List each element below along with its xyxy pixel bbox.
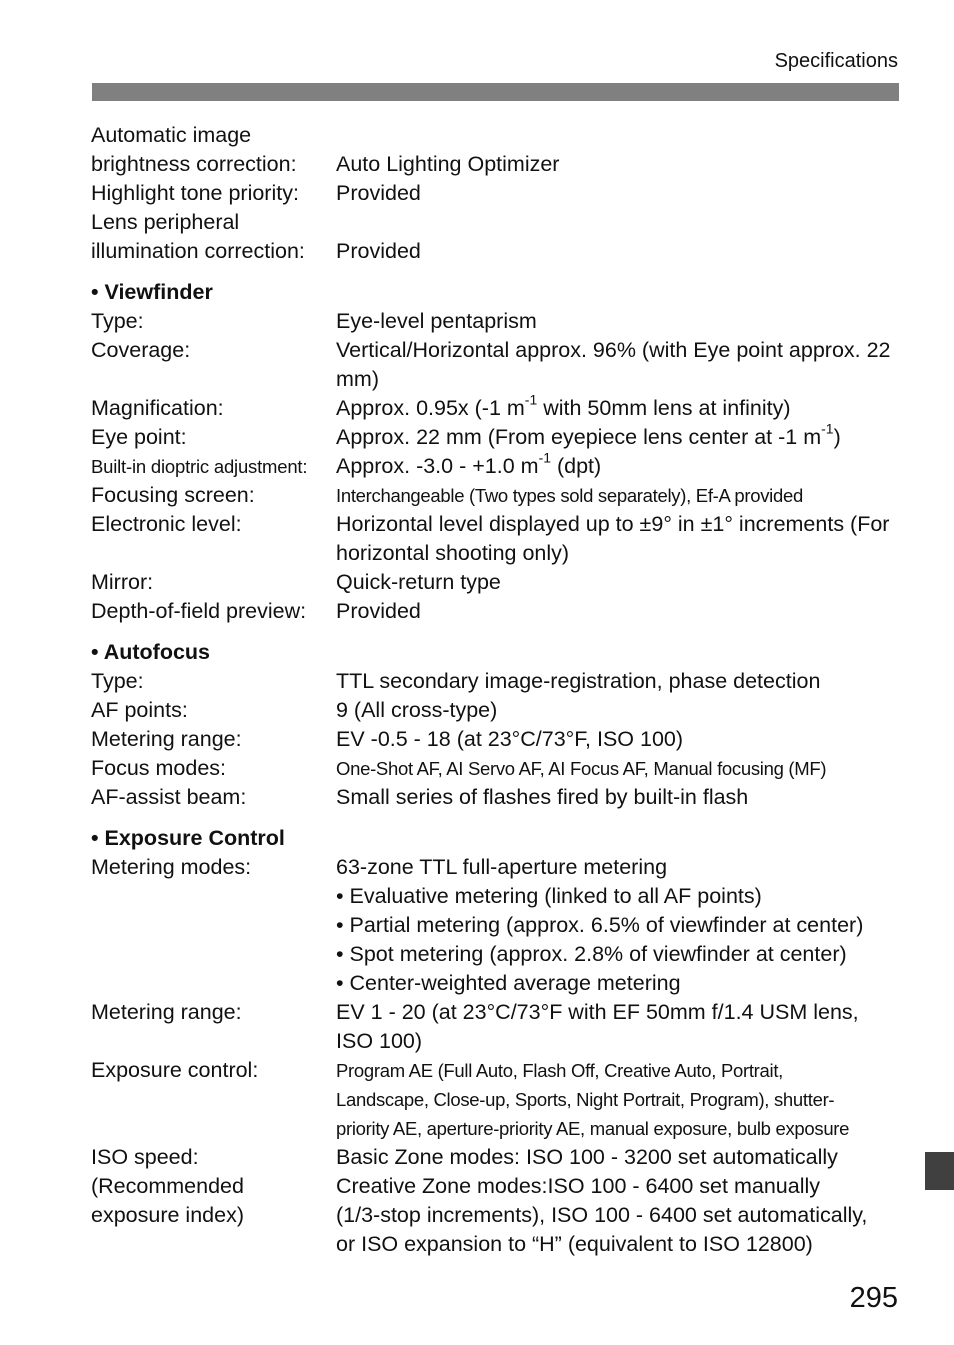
spec-value: One-Shot AF, AI Servo AF, AI Focus AF, Manual focusing (MF) <box>336 758 827 779</box>
spec-label-line: exposure index) <box>91 1203 244 1227</box>
spec-row-vf-level <box>91 510 901 568</box>
value-text: Approx. 0.95x (-1 m <box>336 396 525 420</box>
spec-value: Quick-return type <box>336 570 501 594</box>
spec-value-line: or ISO expansion to “H” (equivalent to ISO 12800) <box>336 1232 813 1256</box>
spec-label: Electronic level: <box>91 512 242 536</box>
spec-label: Depth-of-field preview: <box>91 599 307 623</box>
spec-value: Eye-level pentaprism <box>336 309 537 333</box>
spec-label <box>91 208 336 266</box>
spec-label-line: Lens peripheral <box>91 210 240 234</box>
spec-value-line: • Center-weighted average metering <box>336 971 681 995</box>
spec-list <box>91 121 901 1259</box>
running-header: Specifications <box>774 50 898 72</box>
spec-value <box>336 420 901 452</box>
spec-row-vf-diopter <box>91 449 901 481</box>
spec-value-line: Auto Lighting Optimizer <box>336 152 560 176</box>
spec-value: Horizontal level displayed up to ±9° in ±1° increments (For horizontal shooting only) <box>336 512 890 565</box>
spec-value: Interchangeable (Two types sold separately), Ef-A provided <box>336 485 803 506</box>
spec-value-line <box>336 121 901 150</box>
spec-label: Metering modes: <box>91 855 252 879</box>
spec-label-line: (Recommended <box>91 1174 244 1198</box>
spec-value-line: Provided <box>336 239 421 263</box>
spec-row-metering-modes <box>91 853 901 998</box>
value-text: with 50mm lens at infinity) <box>537 396 791 420</box>
superscript: -1 <box>538 449 551 466</box>
spec-value-line: Program AE (Full Auto, Flash Off, Creative Auto, Portrait, <box>336 1060 784 1081</box>
spec-label: Metering range: <box>91 727 242 751</box>
page-number: 295 <box>849 1282 898 1314</box>
spec-value <box>336 449 901 481</box>
spec-label: Metering range: <box>91 1000 242 1024</box>
value-text: Approx. -3.0 - +1.0 m <box>336 454 539 478</box>
spec-row-af-range <box>91 725 901 754</box>
spec-value: EV -0.5 - 18 (at 23°C/73°F, ISO 100) <box>336 727 684 751</box>
spec-row-auto-brightness <box>91 121 901 179</box>
spec-label: Exposure control: <box>91 1058 259 1082</box>
spec-value-line: • Spot metering (approx. 2.8% of viewfinder at center) <box>336 942 847 966</box>
spec-row-iso-speed <box>91 1143 901 1259</box>
spec-value <box>336 853 901 998</box>
superscript: -1 <box>524 391 538 408</box>
spec-value: TTL secondary image-registration, phase detection <box>336 669 821 693</box>
value-text: (dpt) <box>550 454 602 478</box>
spec-label: Magnification: <box>91 396 224 420</box>
spec-label: Focusing screen: <box>91 483 255 507</box>
spec-value <box>336 208 901 266</box>
spec-label: Mirror: <box>91 570 154 594</box>
spec-row-vf-coverage <box>91 336 901 394</box>
value-text: ) <box>833 425 841 449</box>
spec-value-line <box>336 208 901 237</box>
spec-label: Coverage: <box>91 338 191 362</box>
spec-row-af-assist <box>91 783 901 812</box>
spec-value: Provided <box>336 599 421 623</box>
section-heading-autofocus: • Autofocus <box>91 640 210 664</box>
spec-row-exposure-range <box>91 998 901 1056</box>
spec-label-line: illumination correction: <box>91 239 305 263</box>
spec-label: Built-in dioptric adjustment: <box>91 456 308 477</box>
spec-row-vf-type <box>91 307 901 336</box>
spec-label: Type: <box>91 669 144 693</box>
spec-label-line: ISO speed: <box>91 1145 199 1169</box>
value-text: Approx. 22 mm (From eyepiece lens center at -1 m <box>336 425 822 449</box>
spec-value-line: Basic Zone modes: ISO 100 - 3200 set automatically <box>336 1145 838 1169</box>
spec-row-af-points <box>91 696 901 725</box>
spec-label-line: brightness correction: <box>91 152 297 176</box>
spec-row-vf-mirror <box>91 568 901 597</box>
superscript: -1 <box>821 420 834 437</box>
spec-value <box>336 1143 901 1259</box>
spec-value-line: • Evaluative metering (linked to all AF points) <box>336 884 762 908</box>
spec-value: 9 (All cross-type) <box>336 698 498 722</box>
spec-value: Small series of flashes fired by built-in flash <box>336 785 749 809</box>
spec-label: Highlight tone priority: <box>91 181 299 205</box>
spec-label: AF points: <box>91 698 188 722</box>
spec-value-line: (1/3-stop increments), ISO 100 - 6400 set automatically, <box>336 1203 868 1227</box>
spec-label: Focus modes: <box>91 756 227 780</box>
spec-row-vf-screen <box>91 481 901 510</box>
spec-value-line: • Partial metering (approx. 6.5% of viewfinder at center) <box>336 913 864 937</box>
spec-row-exposure-control <box>91 1056 901 1143</box>
spec-label <box>91 1143 336 1259</box>
spec-value: Provided <box>336 181 421 205</box>
section-thumb-tab <box>925 1152 954 1190</box>
spec-label: Type: <box>91 309 144 333</box>
spec-value: Vertical/Horizontal approx. 96% (with Eye point approx. 22 mm) <box>336 338 891 391</box>
spec-value-line: priority AE, aperture-priority AE, manual exposure, bulb exposure <box>336 1118 850 1139</box>
spec-label: Eye point: <box>91 425 187 449</box>
spec-label <box>91 121 336 179</box>
spec-value-line: 63-zone TTL full-aperture metering <box>336 855 668 879</box>
spec-row-af-modes <box>91 754 901 783</box>
section-heading-viewfinder: • Viewfinder <box>91 280 213 304</box>
spec-row-af-type <box>91 667 901 696</box>
spec-value <box>336 121 901 179</box>
spec-row-highlight-tone <box>91 179 901 208</box>
header-rule <box>92 83 899 101</box>
spec-row-peripheral-illumination <box>91 208 901 266</box>
spec-row-vf-magnification <box>91 391 901 423</box>
spec-row-vf-eye-point <box>91 420 901 452</box>
spec-value <box>336 1056 901 1143</box>
spec-value-line: Creative Zone modes:ISO 100 - 6400 set manually <box>336 1174 821 1198</box>
spec-value <box>336 391 901 423</box>
spec-value-line: Landscape, Close-up, Sports, Night Portrait, Program), shutter- <box>336 1089 835 1110</box>
spec-value: EV 1 - 20 (at 23°C/73°F with EF 50mm f/1.4 USM lens, ISO 100) <box>336 1000 859 1053</box>
spec-label: AF-assist beam: <box>91 785 247 809</box>
spec-label-line: Automatic image <box>91 123 252 147</box>
spec-row-vf-dof <box>91 597 901 626</box>
section-heading-exposure: • Exposure Control <box>91 826 285 850</box>
